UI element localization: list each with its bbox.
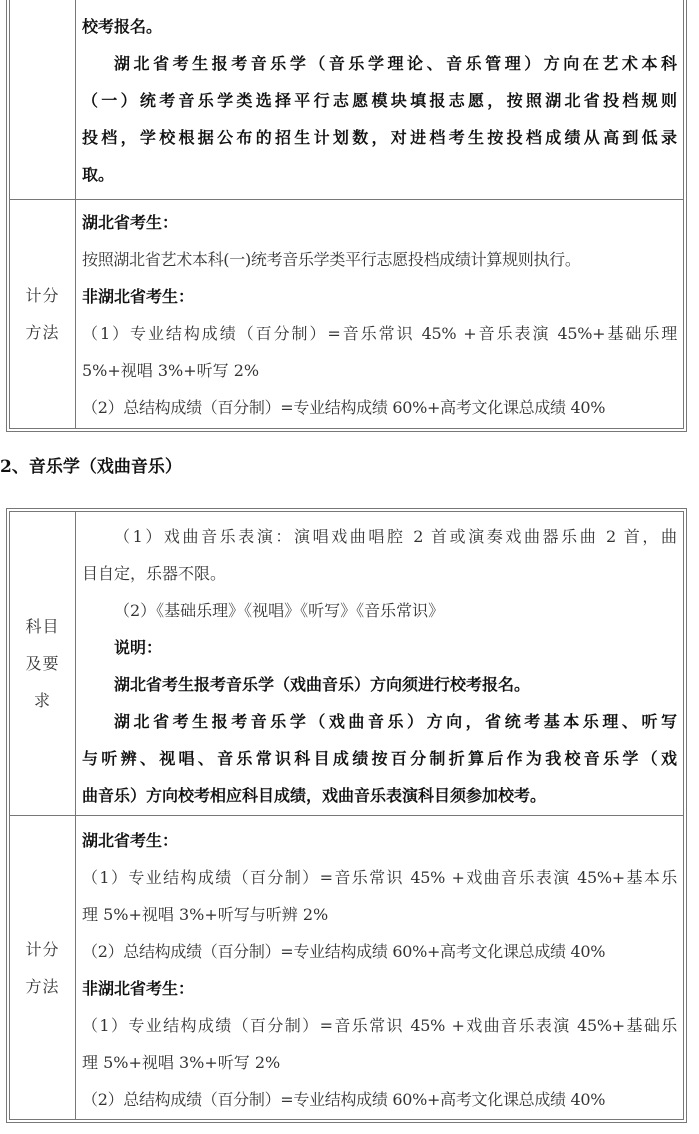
text-line: 非湖北省考生： (82, 287, 195, 306)
text-line: 湖北省考生报考音乐学（戏曲音乐）方向须进行校考报名。 (114, 675, 531, 694)
row-content (76, 816, 683, 1119)
row-label: 计分方法 (25, 286, 60, 342)
text-line: （2）《基础乐理》《视唱》《听写》《音乐常识》 (114, 601, 445, 620)
text-line: 曲音乐）方向校考相应科目成绩，戏曲音乐表演科目须参加校考。 (82, 786, 547, 805)
table-opera-music (6, 508, 687, 1123)
row-label: 科目及要求 (25, 617, 60, 710)
text-line: 湖北省考生报考音乐学（音乐学理论、音乐管理）方向在艺术本科 (114, 54, 677, 73)
text-line: 湖北省考生： (82, 213, 179, 232)
text-line: 湖北省考生： (82, 831, 179, 850)
text-line: 理 5%+视唱 3%+听写 2% (82, 1053, 281, 1072)
text-line: 非湖北省考生： (82, 979, 195, 998)
text-line: （2）总结构成绩（百分制）=专业结构成绩 60%+高考文化课总成绩 40% (82, 1090, 606, 1109)
text-line: （2）总结构成绩（百分制）=专业结构成绩 60%+高考文化课总成绩 40% (82, 398, 606, 417)
text-line: 取。 (82, 165, 115, 184)
row-label: 计分方法 (25, 939, 60, 996)
table-inner (9, 511, 684, 1120)
text-line: 校考报名。 (82, 17, 163, 36)
row-content (76, 0, 683, 199)
table-inner (9, 0, 684, 429)
text-line: （2）总结构成绩（百分制）=专业结构成绩 60%+高考文化课总成绩 40% (82, 942, 606, 961)
table-row-subjects (10, 512, 683, 816)
text-line: （1）专业结构成绩（百分制）=音乐常识 45% +戏曲音乐表演 45%+基础乐 (82, 1016, 677, 1035)
table-row-scoring (10, 816, 683, 1120)
text-line: （1）专业结构成绩（百分制）=音乐常识 45% +音乐表演 45%+基础乐理 (82, 324, 677, 343)
row-label-cell (10, 512, 76, 815)
text-line: （1）戏曲音乐表演：演唱戏曲唱腔 2 首或演奏戏曲器乐曲 2 首，曲 (114, 527, 677, 546)
section-heading: 2、音乐学（戏曲音乐） (0, 457, 182, 477)
row-label-cell (10, 200, 76, 428)
row-label-cell (10, 0, 76, 199)
text-line: （一）统考音乐学类选择平行志愿模块填报志愿，按照湖北省投档规则 (82, 91, 677, 110)
text-line: 按照湖北省艺术本科(一)统考音乐学类平行志愿投档成绩计算规则执行。 (82, 250, 581, 269)
text-line: 湖北省考生报考音乐学（戏曲音乐）方向，省统考基本乐理、听写 (114, 712, 677, 731)
text-line: 说明： (114, 638, 163, 657)
text-line: 5%+视唱 3%+听写 2% (82, 361, 260, 380)
text-line: 目自定，乐器不限。 (82, 564, 227, 583)
text-line: （1）专业结构成绩（百分制）=音乐常识 45% +戏曲音乐表演 45%+基本乐 (82, 868, 677, 887)
row-content (76, 512, 683, 815)
table-row-scoring (10, 200, 683, 429)
table-row-registration (10, 0, 683, 200)
row-content (76, 200, 683, 428)
text-line: 理 5%+视唱 3%+听写与听辨 2% (82, 905, 329, 924)
text-line: 投档，学校根据公布的招生计划数，对进档考生按投档成绩从高到低录 (82, 128, 677, 147)
table-music-theory-management (6, 0, 687, 432)
text-line: 与听辨、视唱、音乐常识科目成绩按百分制折算后作为我校音乐学（戏 (82, 749, 677, 768)
row-label-cell (10, 816, 76, 1119)
